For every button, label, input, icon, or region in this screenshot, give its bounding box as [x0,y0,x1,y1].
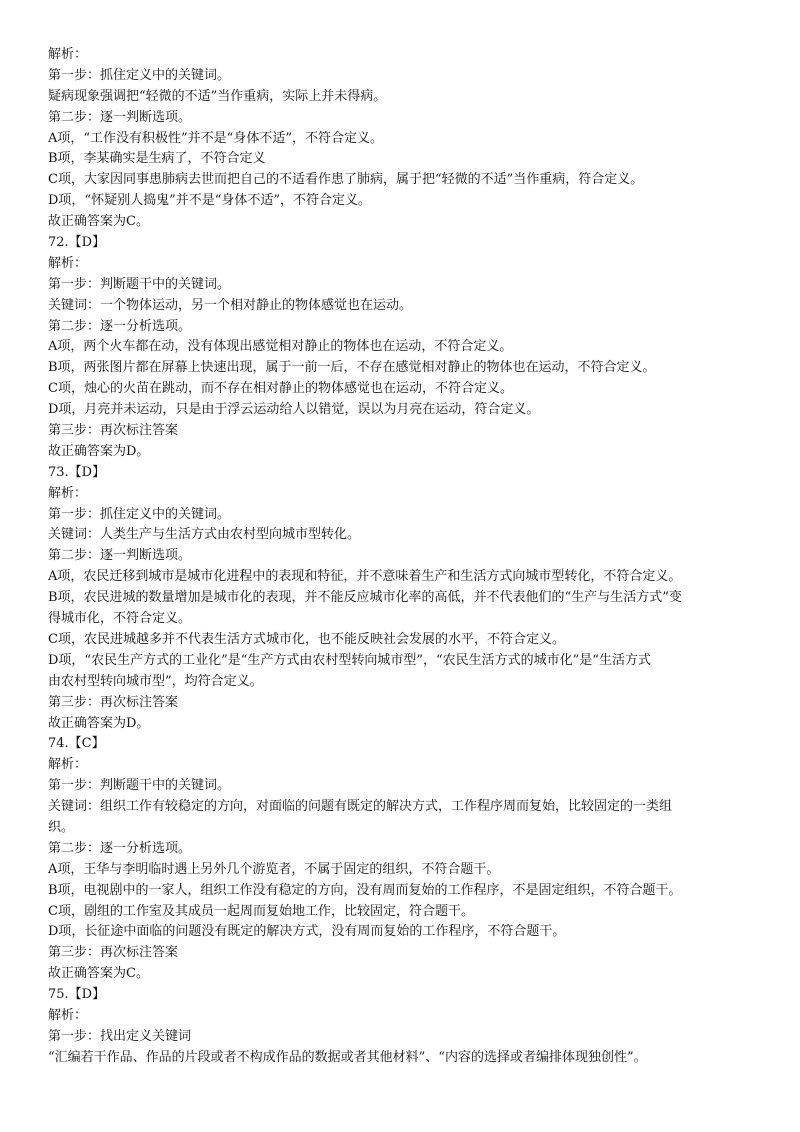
text-line: A项，“工作没有积极性”并不是“身体不适”，不符合定义。 [48,130,383,146]
text-line: 74.【C】 [48,736,105,752]
text-line: 第一步：判断题干中的关键词。 [48,778,231,794]
text-line: “汇编若干作品、作品的片段或者不构成作品的数据或者其他材料”、“内容的选择或者编排体现独创性”。 [48,1049,647,1065]
text-line: 得城市化，不符合定义。 [48,611,192,627]
text-line: 第三步：再次标注答案 [48,945,179,961]
text-line: D项，长征途中面临的问题没有既定的解决方式，没有周而复始的工作程序，不符合题干。 [48,924,566,940]
text-line: C项，农民进城越多并不代表生活方式城市化，也不能反映社会发展的水平，不符合定义。 [48,631,565,647]
text-line: A项，农民迁移到城市是城市化进程中的表现和特征，并不意味着生产和生活方式向城市型转化，不符合定义。 [48,569,682,585]
text-line: 解析： [48,255,88,271]
text-line: A项，两个火车都在动，没有体现出感觉相对静止的物体也在运动，不符合定义。 [48,339,513,355]
text-line: A项，王华与李明临时遇上另外几个游览者，不属于固定的组织，不符合题干。 [48,861,500,877]
text-line: 75.【D】 [48,987,106,1003]
text-line: 第一步：抓住定义中的关键词。 [48,506,231,522]
text-line: 第三步：再次标注答案 [48,694,179,710]
text-line: 关键词：人类生产与生活方式由农村型向城市型转化。 [48,527,361,543]
text-line: 由农村型转向城市型”，均符合定义。 [48,673,263,689]
text-line: 解析： [48,47,88,62]
text-line: C项，烛心的火苗在跳动，而不存在相对静止的物体感觉也在运动，不符合定义。 [48,381,513,397]
text-line: 关键词：一个物体运动，另一个相对静止的物体感觉也在运动。 [48,297,413,313]
text-line: 疑病现象强调把“轻微的不适”当作重病，实际上并未得病。 [48,88,387,104]
text-line: B项，农民进城的数量增加是城市化的表现，并不能反应城市化率的高低，并不代表他们的“生产与生活方式”变 [48,590,682,606]
text-line: C项，剧组的工作室及其成员一起周而复始地工作，比较固定，符合题干。 [48,903,474,919]
text-line: 第二步：逐一分析选项。 [48,318,192,334]
text-line: C项，大家因同事患肺病去世而把自己的不适看作患了肺病，属于把“轻微的不适”当作重病，符合定义。 [48,172,644,188]
text-line: B项，李某确实是生病了，不符合定义 [48,151,266,167]
text-line: 解析： [48,485,88,501]
text-line: 第二步：逐一判断选项。 [48,548,192,564]
text-line: 关键词：组织工作有较稳定的方向，对面临的问题有既定的解决方式，工作程序周而复始，比较固定的一类组 [48,799,673,815]
text-line: B项，两张图片都在屏幕上快速出现，属于一前一后，不存在感觉相对静止的物体也在运动，不符合定义。 [48,360,656,376]
text-line: 第二步：逐一分析选项。 [48,840,192,856]
text-line: 73.【D】 [48,464,106,480]
text-line: 织。 [48,819,75,835]
text-line: 故正确答案为C。 [48,214,149,230]
text-line: 故正确答案为D。 [48,715,150,731]
text-line: D项，“农民生产方式的工业化”是“生产方式由农村型转向城市型”，“农民生活方式的城市化”是“生活方式 [48,652,651,668]
text-line: 解析： [48,757,88,773]
text-line: 第一步：找出定义关键词 [48,1028,192,1044]
text-line: 第一步：判断题干中的关键词。 [48,276,231,292]
text-line: 第三步：再次标注答案 [48,423,179,439]
text-line: 故正确答案为D。 [48,443,150,459]
text-line: 故正确答案为C。 [48,966,149,982]
text-line: B项，电视剧中的一家人，组织工作没有稳定的方向，没有周而复始的工作程序，不是固定组织，不符合题干。 [48,882,682,898]
text-line: D项，月亮并未运动，只是由于浮云运动给人以错觉，误以为月亮在运动，符合定义。 [48,402,540,418]
text-line: 第二步：逐一判断选项。 [48,109,192,125]
text-line: 第一步：抓住定义中的关键词。 [48,67,231,83]
text-line: 72.【D】 [48,235,106,251]
text-line: 解析： [48,1007,88,1023]
text-line: D项，“怀疑别人捣鬼”并不是“身体不适”，不符合定义。 [48,193,372,209]
